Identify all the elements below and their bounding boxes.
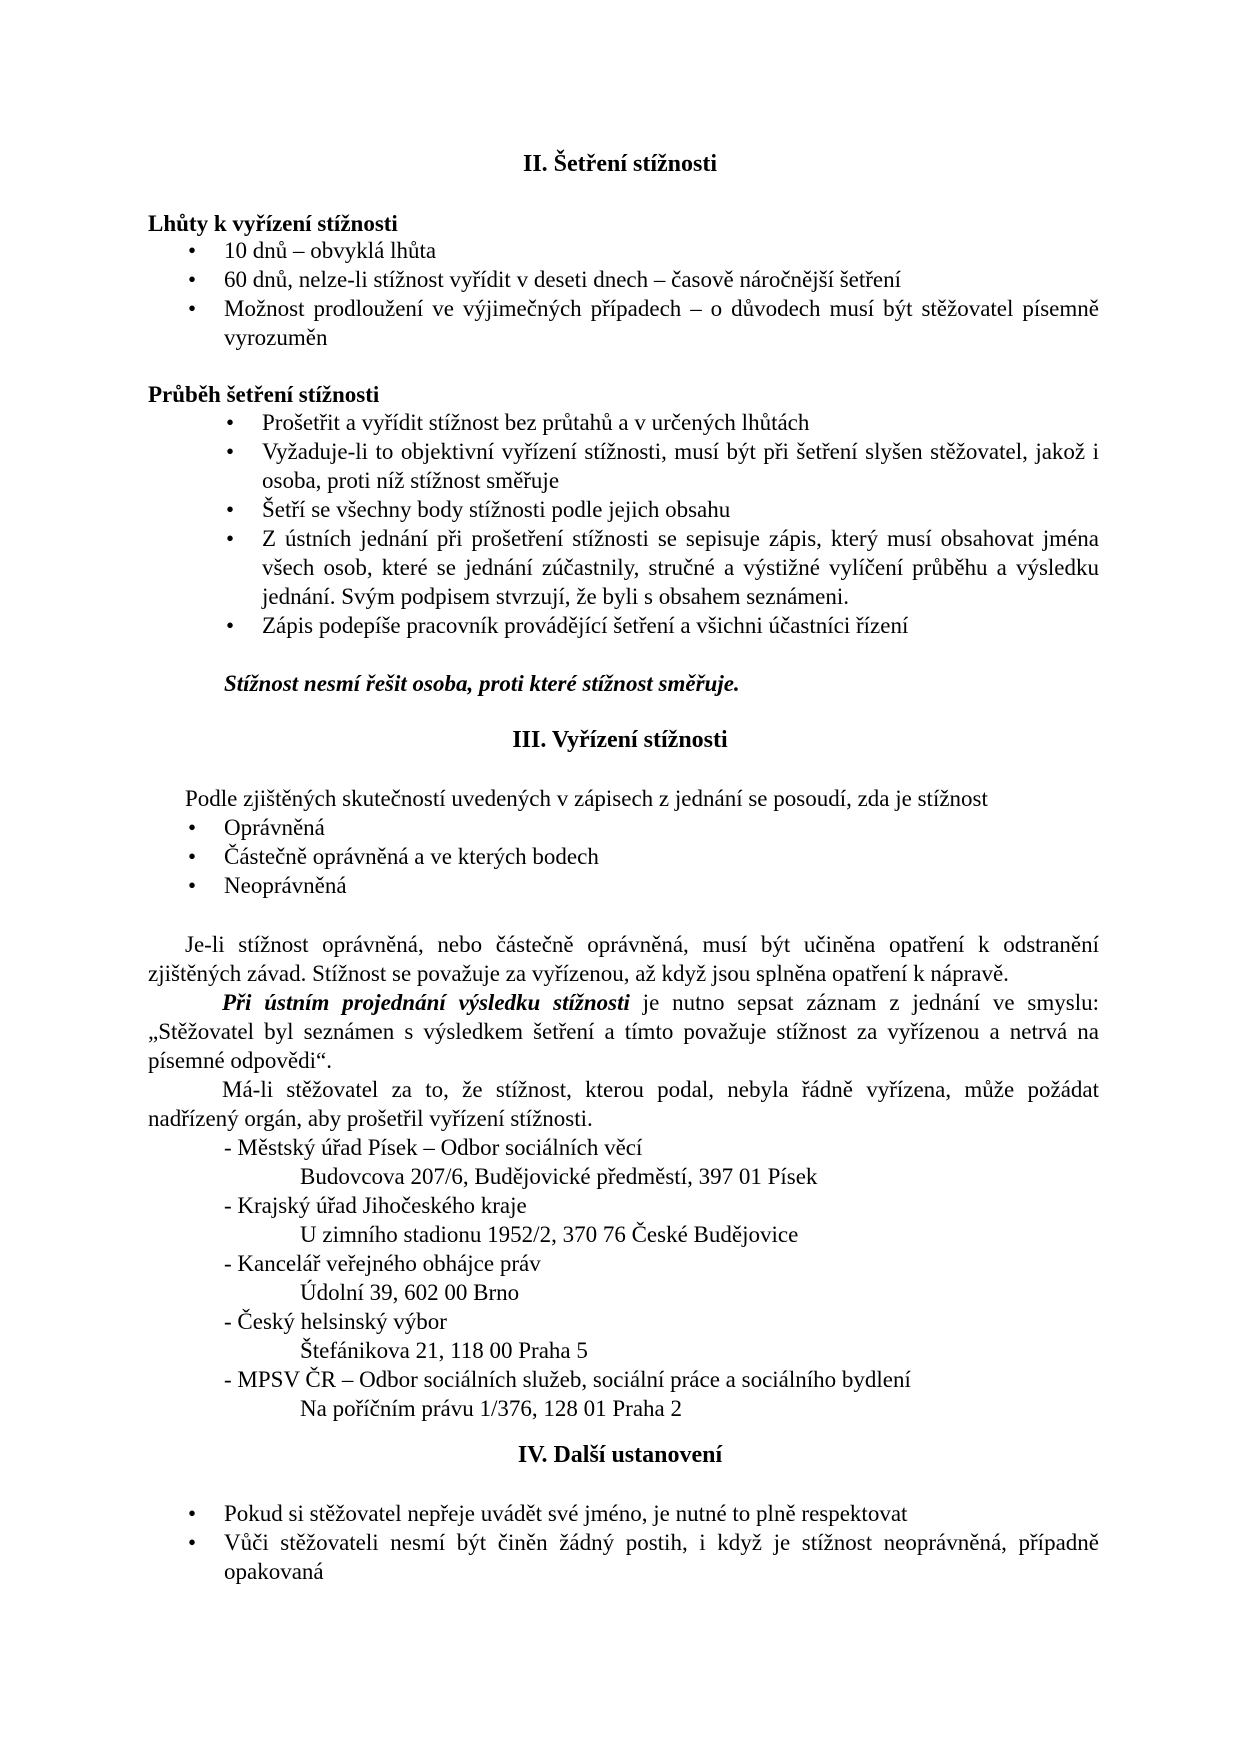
paragraph: Je-li stížnost oprávněná, nebo částečně oprávněná, musí být učiněna opatření k odstranění zjištěných závad. Stížnost se považuje za vyřízenou, až když jsou splněna opatření k nápravě. <box>148 932 1099 986</box>
authority-name: - MPSV ČR – Odbor sociálních služeb, sociální práce a sociálního bydlení <box>224 1367 911 1392</box>
address-entry <box>224 1249 1099 1307</box>
list-item: • Vyžaduje-li to objektivní vyřízení stížnosti, musí být při šetření slyšen stěžovatel, jakož i osoba, proti níž stížnost směřuje <box>262 437 1099 495</box>
process-list <box>262 408 1099 640</box>
paragraph: Při ústním projednání výsledku stížnosti je nutno sepsat záznam z jednání ve smyslu: „Stěžovatel byl seznámen s výsledkem šetření a tímto považuje stížnost za vyřízenou a netrvá na písemné odpovědi“. <box>148 990 1099 1073</box>
appeal-address-list <box>224 1133 1099 1423</box>
list-item: • Možnost prodloužení ve výjimečných případech – o důvodech musí být stěžovatel písemně vyrozuměn <box>224 294 1099 352</box>
authority-address: Údolní 39, 602 00 Brno <box>300 1280 520 1305</box>
section-3-title: III. Vyřízení stížnosti <box>512 727 728 753</box>
list-item: • Prošetřit a vyřídit stížnost bez průtahů a v určených lhůtách <box>262 408 1099 437</box>
resolution-text <box>148 930 1099 1133</box>
authority-name: - Městský úřad Písek – Odbor sociálních věcí <box>224 1135 643 1160</box>
deadlines-heading: Lhůty k vyřízení stížnosti <box>148 211 398 236</box>
authority-name: - Kancelář veřejného obhájce práv <box>224 1251 541 1276</box>
list-item: • Oprávněná <box>224 813 1099 842</box>
authority-name: - Krajský úřad Jihočeského kraje <box>224 1193 527 1218</box>
emphasis: Při ústním projednání výsledku stížnosti <box>222 990 630 1015</box>
list-item: • Vůči stěžovateli nesmí být činěn žádný postih, i když je stížnost neoprávněná, případně opakovaná <box>224 1528 1099 1586</box>
address-entry <box>224 1307 1099 1365</box>
deadlines-list <box>224 236 1099 352</box>
process-heading: Průběh šetření stížnosti <box>148 382 380 407</box>
list-item: • Částečně oprávněná a ve kterých bodech <box>224 842 1099 871</box>
list-item: • 60 dnů, nelze-li stížnost vyřídit v deseti dnech – časově náročnější šetření <box>224 265 1099 294</box>
outcome-list <box>224 813 1099 900</box>
address-entry <box>224 1133 1099 1191</box>
section-2-title: II. Šetření stížnosti <box>523 151 717 177</box>
list-item: • Pokud si stěžovatel nepřeje uvádět své jméno, je nutné to plně respektovat <box>224 1499 1099 1528</box>
section-4-title: IV. Další ustanovení <box>517 1442 723 1468</box>
list-item: • Zápis podepíše pracovník provádějící šetření a všichni účastníci řízení <box>262 611 1099 640</box>
list-item: • Z ústních jednání při prošetření stížnosti se sepisuje zápis, který musí obsahovat jména všech osob, které se jednání zúčastnily, stručné a výstižné vylíčení průběhu a výsledku jednání. Svým podpisem stvrzují, že byli s obsahem seznámeni. <box>262 524 1099 611</box>
address-entry <box>224 1191 1099 1249</box>
list-item: • Šetří se všechny body stížnosti podle jejich obsahu <box>262 495 1099 524</box>
list-item: • Neoprávněná <box>224 871 1099 900</box>
address-entry <box>224 1365 1099 1423</box>
process-note: Stížnost nesmí řešit osoba, proti které stížnost směřuje. <box>224 671 740 696</box>
list-item: • 10 dnů – obvyklá lhůta <box>224 236 1099 265</box>
authority-address: U zimního stadionu 1952/2, 370 76 České Budějovice <box>300 1222 799 1247</box>
outcome-intro: Podle zjištěných skutečností uvedených v zápisech z jednání se posoudí, zda je stížnost <box>185 786 988 811</box>
authority-name: - Český helsinský výbor <box>224 1309 447 1334</box>
authority-address: Na poříčním právu 1/376, 128 01 Praha 2 <box>300 1396 682 1421</box>
provisions-list <box>224 1499 1099 1586</box>
authority-address: Štefánikova 21, 118 00 Praha 5 <box>300 1338 588 1363</box>
paragraph: Má-li stěžovatel za to, že stížnost, kterou podal, nebyla řádně vyřízena, může požádat nadřízený orgán, aby prošetřil vyřízení stížnosti. <box>148 1077 1099 1131</box>
authority-address: Budovcova 207/6, Budějovické předměstí, 397 01 Písek <box>300 1164 818 1189</box>
